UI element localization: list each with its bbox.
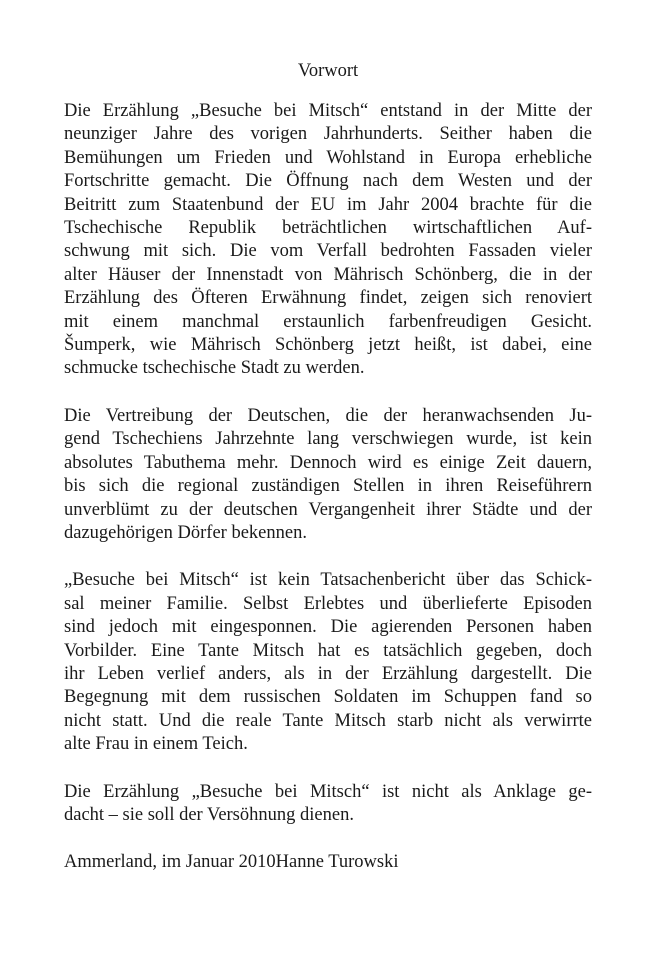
text-line: schmucke tschechische Stadt zu werden. — [64, 358, 365, 379]
text-line: „Besuche bei Mitsch“ ist kein Tatsachenbericht über das Schick- — [64, 570, 592, 591]
text-line: Erzählung des Öfteren Erwähnung findet, zeigen sich renoviert — [64, 288, 592, 309]
text-line: alter Häuser der Innenstadt von Mährisch Schönberg, die in der — [64, 264, 592, 285]
text-line: sind jedoch mit eingesponnen. Die agierenden Personen haben — [64, 617, 592, 638]
text-line: Šumperk, wie Mährisch Schönberg jetzt heißt, ist dabei, eine — [64, 335, 592, 356]
text-line: schwung mit sich. Die vom Verfall bedrohten Fassaden vieler — [64, 241, 592, 262]
text-line: gend Tschechiens Jahrzehnte lang verschwiegen wurde, ist kein — [64, 429, 592, 450]
text-line: unverblümt zu der deutschen Vergangenheit ihrer Städte und der — [64, 499, 592, 520]
text-line: Bemühungen um Frieden und Wohlstand in Europa erhebliche — [64, 147, 592, 168]
text-line: nicht statt. Und die reale Tante Mitsch starb nicht als verwirrte — [64, 710, 592, 731]
paragraph — [64, 100, 592, 381]
text-line: dazugehörigen Dörfer bekennen. — [64, 522, 307, 543]
text-line: Die Erzählung „Besuche bei Mitsch“ entstand in der Mitte der — [64, 101, 592, 121]
text-line: alte Frau in einem Teich. — [64, 734, 248, 755]
text-line: Fortschritte gemacht. Die Öffnung nach dem Westen und der — [64, 171, 592, 192]
text-line: Begegnung mit dem russischen Soldaten im Schuppen fand so — [64, 687, 592, 708]
text-line: dacht – sie soll der Versöhnung dienen. — [64, 804, 354, 825]
text-line: Beitritt zum Staatenbund der EU im Jahr 2004 brachte für die — [64, 194, 592, 215]
text-line: absolutes Tabuthema mehr. Dennoch wird es einige Zeit dauern, — [64, 452, 592, 473]
text-line: ihr Leben verlief anders, als in der Erzählung dargestellt. Die — [64, 663, 592, 684]
text-line: Tschechische Republik beträchtlichen wirtschaftlichen Auf- — [64, 218, 592, 239]
document-page — [64, 58, 592, 875]
text-line: bis sich die regional zuständigen Stellen in ihren Reiseführern — [64, 476, 592, 497]
paragraph — [64, 569, 592, 756]
text-line: Vorbilder. Eine Tante Mitsch hat es tatsächlich gegeben, doch — [64, 640, 592, 661]
body-text — [64, 100, 592, 827]
text-line: Die Vertreibung der Deutschen, die der heranwachsenden Ju- — [64, 405, 592, 426]
page-title: Vorwort — [297, 61, 359, 81]
text-line: sal meiner Familie. Selbst Erlebtes und überlieferte Episoden — [64, 593, 592, 614]
text-line: Die Erzählung „Besuche bei Mitsch“ ist nicht als Anklage ge- — [64, 781, 592, 802]
paragraph — [64, 405, 592, 545]
signature-line: Ammerland, im Januar 2010Hanne Turowski — [64, 852, 399, 873]
text-line: mit einem manchmal erstaunlich farbenfreudigen Gesicht. — [64, 311, 592, 332]
paragraph — [64, 781, 592, 828]
text-line: neunziger Jahre des vorigen Jahrhunderts. Seither haben die — [64, 124, 592, 145]
